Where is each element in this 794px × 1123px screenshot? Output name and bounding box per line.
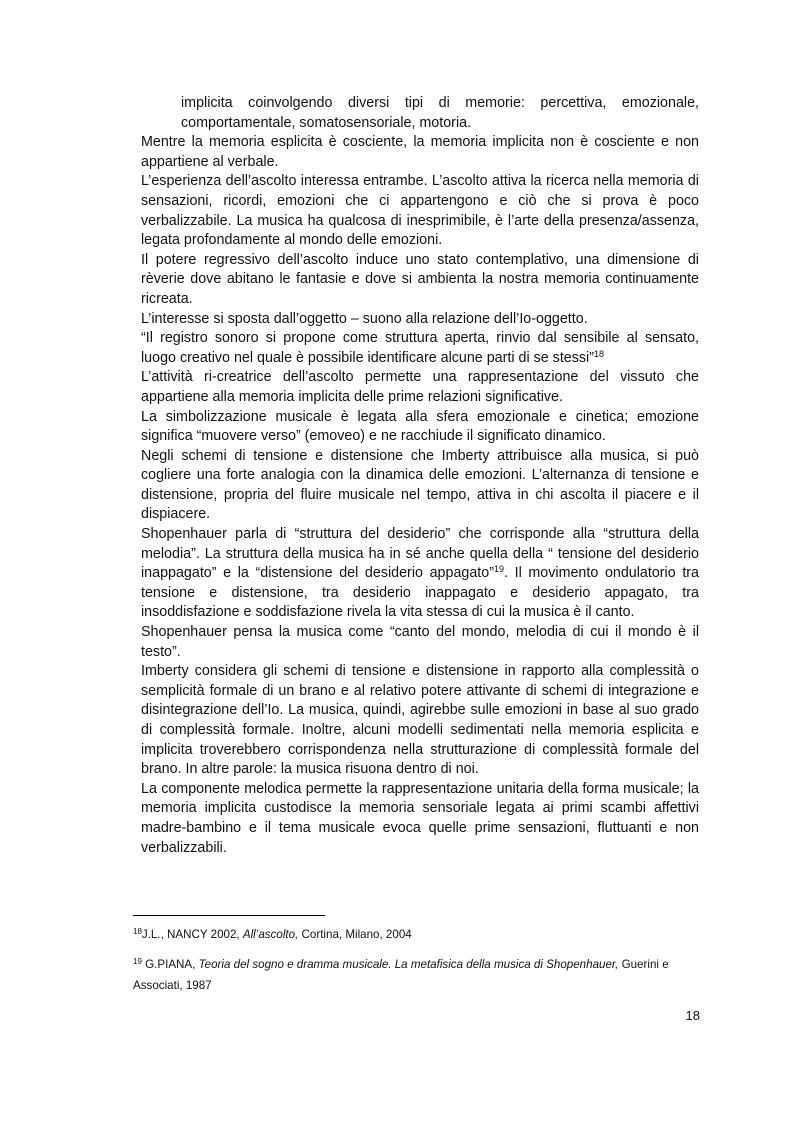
footnote-separator [133, 915, 325, 916]
footnote-19-publisher: Guerini e Associati, 1987 [133, 958, 669, 992]
paragraph-imberty-complexity: Imberty considera gli schemi di tensione e distensione in rapporto alla complessità o semplicità formale di un brano e al relativo potere attivante di schemi di integrazione e disintegrazione dell’Io. La musica, quindi, agirebbe sulle emozioni in base al suo grado di complessità formale. Inoltre, alcuni modelli sedimentati nella memoria esplicita e implicita troverebbero corrispondenza nella strutturazione di complessità formale del brano. In altre parole: la musica risuona dentro di noi. [141, 663, 699, 778]
footnote-18-title: All’ascolto, [242, 928, 299, 941]
paragraph-quote [141, 329, 699, 368]
page-number: 18 [685, 1008, 700, 1023]
paragraph-tension-schemes: Negli schemi di tensione e distensione che Imberty attribuisce alla musica, si può cogliere una forte analogia con la dinamica delle emozioni. L’alternanza di tensione e distensione, propria del fluire musicale nel tempo, attiva in chi ascolta il piacere e il dispiacere. [141, 447, 699, 523]
paragraph-shopenhauer-desire [141, 525, 699, 623]
footnote-ref-18: 18 [594, 348, 605, 359]
footnote-18-author: J.L., NANCY 2002, [141, 928, 243, 941]
quote-text: “Il registro sonoro si propone come struttura aperta, rinvio dal sensibile al sensato, luogo creativo nel quale è possibile identificare alcune parti di se stessi” [141, 330, 699, 366]
shopenhauer-text-1: Shopenhauer parla di “struttura del desiderio” che corrisponde alla “struttura della melodia”. La struttura della musica ha in sé anche quella della “ tensione del desiderio inappagato” e la “distensione del desiderio appagato” [141, 526, 699, 582]
footnote-ref-19: 19 [493, 564, 504, 575]
footnote-19-number: 19 [133, 957, 142, 966]
paragraph-memory-types: implicita coinvolgendo diversi tipi di memorie: percettiva, emozionale, comportamentale, somatosensoriale, motoria. [181, 95, 699, 131]
footnote-18-number: 18 [133, 927, 142, 936]
shopenhauer-text-2: . Il movimento ondulatorio tra tensione e distensione, tra desiderio inappagato e desiderio appagato, tra insoddisfazione e soddisfazione rivela la vita stessa di cui la musica è il canto. [141, 565, 700, 621]
body-text [141, 94, 699, 858]
footnote-19-title: Teoria del sogno e dramma musicale. La metafisica della musica di Shopenhauer, [198, 958, 619, 971]
paragraph-symbolization: La simbolizzazione musicale è legata alla sfera emozionale e cinetica; emozione significa “muovere verso” (emoveo) e ne racchiude il significato dinamico. [141, 408, 699, 445]
paragraph-recreative-activity: L’attività ri-creatrice dell’ascolto permette una rappresentazione del vissuto che appartiene alla memoria implicita delle prime relazioni significative. [141, 369, 699, 405]
footnote-19-author: G.PIANA, [141, 958, 199, 971]
footnote-19 [133, 954, 699, 996]
paragraph-object-relation: L’interesse si sposta dall’oggetto – suono alla relazione dell’Io-oggetto. [141, 310, 588, 327]
paragraph-explicit-implicit: Mentre la memoria esplicita è cosciente, la memoria implicita non è cosciente e non appartiene al verbale. [141, 134, 699, 170]
paragraph-listening-experience: L’esperienza dell’ascolto interessa entrambe. L’ascolto attiva la ricerca nella memoria di sensazioni, ricordi, emozioni che ci appartengono e ciò che si prova è poco verbalizzabile. La musica ha qualcosa di inesprimibile, è l’arte della presenza/assenza, legata profondamente al mondo delle emozioni. [141, 173, 699, 249]
paragraph-melodic-component: La componente melodica permette la rappresentazione unitaria della forma musicale; la memoria implicita custodisce la memoria sensoriale legata ai primi scambi affettivi madre-bambino e il tema musicale evoca quelle prime sensazioni, fluttuanti e non verbalizzabili. [141, 780, 699, 856]
footnote-18 [133, 924, 699, 945]
paragraph-regressive-power: Il potere regressivo dell’ascolto induce uno stato contemplativo, una dimensione di rèverie dove abitano le fantasie e dove si ambienta la nostra memoria continuamente ricreata. [141, 251, 699, 307]
footnote-18-publisher: Cortina, Milano, 2004 [298, 928, 412, 941]
paragraph-shopenhauer-song: Shopenhauer pensa la musica come “canto del mondo, melodia di cui il mondo è il testo”. [141, 624, 699, 660]
